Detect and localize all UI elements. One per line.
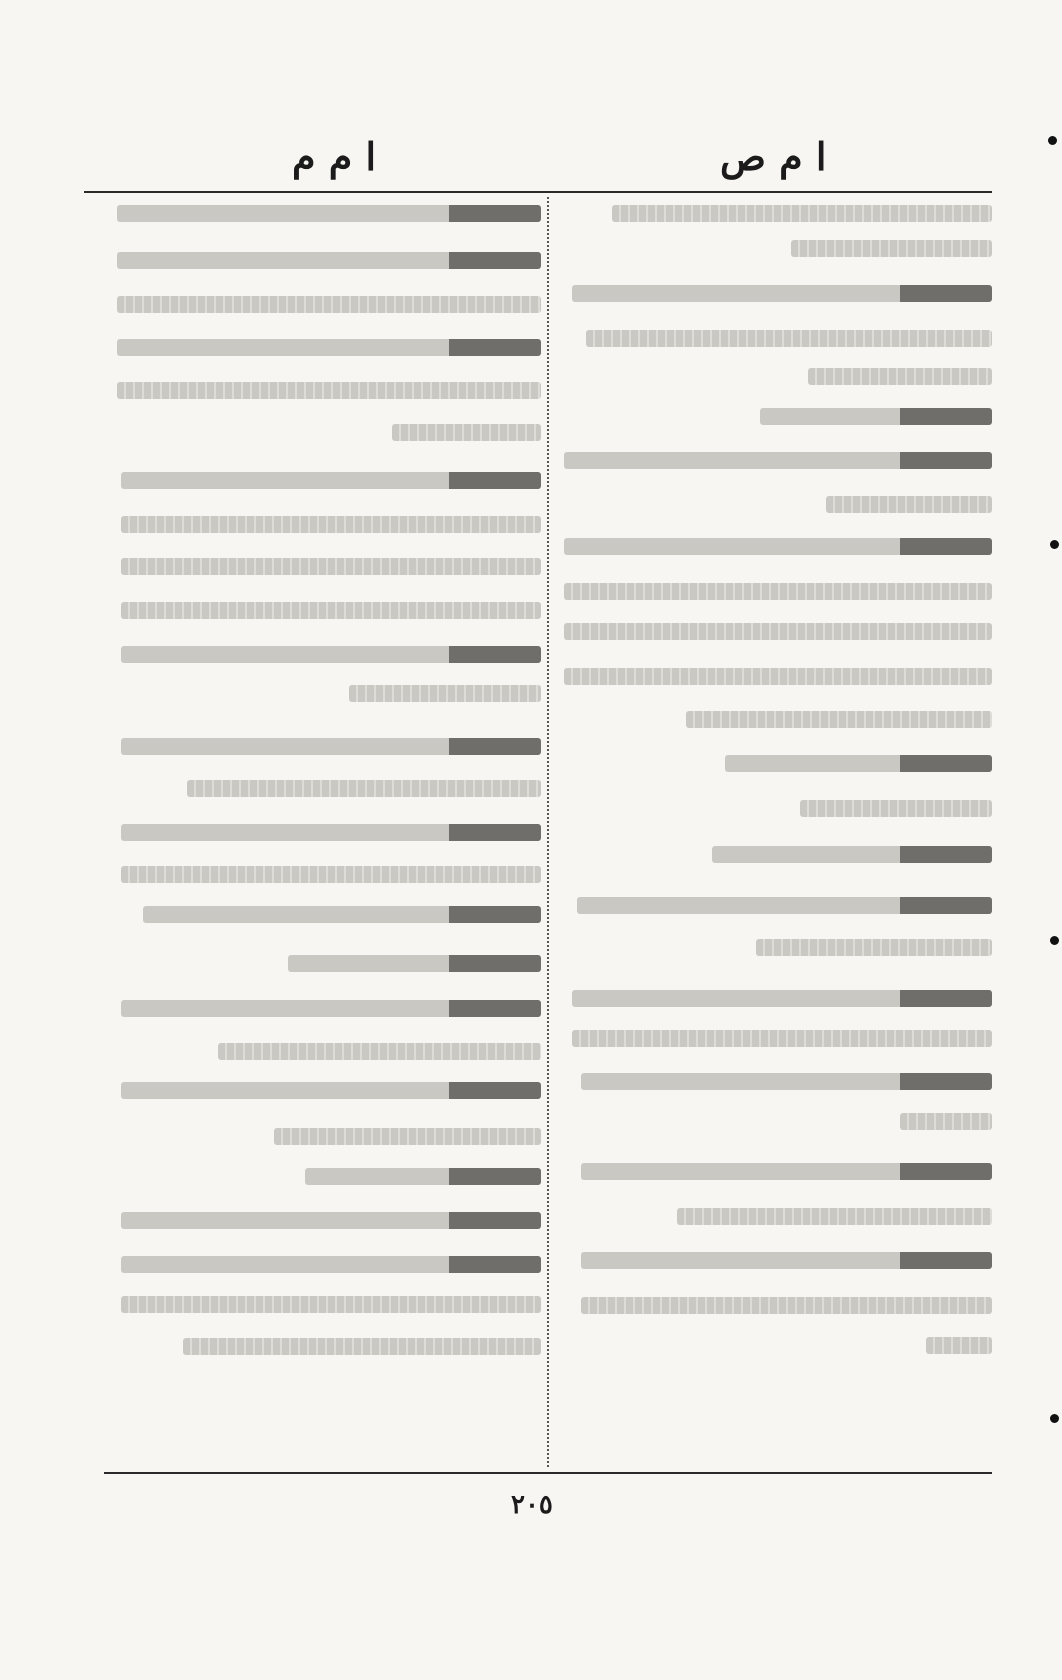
- text-line-ink: [564, 583, 992, 600]
- text-line-ink: [121, 1256, 541, 1273]
- entry-headword-line: [104, 955, 541, 972]
- entry-text-line: [555, 1337, 992, 1354]
- entry-headword-line: [104, 646, 541, 663]
- text-line-ink: [808, 368, 992, 385]
- entry-text-line: [555, 368, 992, 385]
- text-line-ink: [572, 1030, 992, 1047]
- entry-headword-line: [104, 738, 541, 755]
- text-line-ink: [117, 205, 541, 222]
- text-line-ink: [760, 408, 992, 425]
- text-line-ink: [187, 780, 541, 797]
- left-column-header: ا م م: [292, 134, 377, 179]
- text-line-ink: [274, 1128, 541, 1145]
- entry-text-line: [104, 424, 541, 441]
- entry-headword-line: [104, 1256, 541, 1273]
- text-line-ink: [926, 1337, 992, 1354]
- entry-text-line: [555, 1297, 992, 1314]
- entry-text-line: [555, 583, 992, 600]
- entry-text-line: [555, 496, 992, 513]
- entry-text-line: [555, 668, 992, 685]
- text-line-ink: [900, 1113, 992, 1130]
- entry-headword-line: [104, 205, 541, 222]
- entry-text-line: [555, 240, 992, 257]
- text-line-ink: [586, 330, 992, 347]
- text-line-ink: [572, 990, 992, 1007]
- text-line-ink: [218, 1043, 541, 1060]
- text-line-ink: [577, 897, 992, 914]
- entry-text-line: [104, 1296, 541, 1313]
- entry-headword-line: [104, 1000, 541, 1017]
- entry-headword-line: [104, 906, 541, 923]
- entry-text-line: [104, 1043, 541, 1060]
- text-line-ink: [121, 646, 541, 663]
- text-line-ink: [581, 1073, 992, 1090]
- text-line-ink: [392, 424, 541, 441]
- text-line-ink: [564, 538, 992, 555]
- entry-text-line: [104, 780, 541, 797]
- text-line-ink: [121, 738, 541, 755]
- entry-headword-line: [555, 1163, 992, 1180]
- entry-headword-line: [555, 755, 992, 772]
- entry-text-line: [555, 939, 992, 956]
- text-line-ink: [612, 205, 992, 222]
- entry-text-line: [555, 1113, 992, 1130]
- text-line-ink: [121, 558, 541, 575]
- text-line-ink: [121, 1212, 541, 1229]
- entry-headword-line: [104, 1168, 541, 1185]
- text-line-ink: [791, 240, 992, 257]
- entry-text-line: [104, 602, 541, 619]
- entry-headword-line: [104, 472, 541, 489]
- entry-headword-line: [555, 408, 992, 425]
- text-line-ink: [686, 711, 992, 728]
- entry-headword-line: [104, 252, 541, 269]
- entry-text-line: [555, 711, 992, 728]
- edge-mark: [1050, 1414, 1059, 1423]
- left-column: [104, 0, 541, 1680]
- entry-text-line: [104, 296, 541, 313]
- entry-text-line: [104, 558, 541, 575]
- entry-headword-line: [555, 452, 992, 469]
- footer-rule: [104, 1472, 992, 1474]
- entry-headword-line: [555, 1073, 992, 1090]
- entry-text-line: [555, 1030, 992, 1047]
- text-line-ink: [121, 1000, 541, 1017]
- text-line-ink: [121, 1082, 541, 1099]
- text-line-ink: [121, 824, 541, 841]
- entry-headword-line: [555, 990, 992, 1007]
- right-column-header: ا م ص: [720, 134, 827, 179]
- text-line-ink: [756, 939, 992, 956]
- entry-text-line: [555, 330, 992, 347]
- entry-text-line: [104, 382, 541, 399]
- entry-text-line: [104, 866, 541, 883]
- right-column: [555, 0, 992, 1680]
- text-line-ink: [564, 623, 992, 640]
- text-line-ink: [117, 339, 541, 356]
- text-line-ink: [288, 955, 541, 972]
- text-line-ink: [183, 1338, 541, 1355]
- entry-text-line: [104, 1338, 541, 1355]
- text-line-ink: [725, 755, 992, 772]
- text-line-ink: [143, 906, 541, 923]
- entry-text-line: [555, 1208, 992, 1225]
- column-divider: [547, 197, 549, 1467]
- text-line-ink: [349, 685, 541, 702]
- text-line-ink: [677, 1208, 992, 1225]
- entry-headword-line: [104, 1212, 541, 1229]
- edge-mark: [1050, 936, 1059, 945]
- text-line-ink: [564, 452, 992, 469]
- entry-headword-line: [555, 1252, 992, 1269]
- text-line-ink: [121, 602, 541, 619]
- entry-headword-line: [555, 846, 992, 863]
- entry-headword-line: [555, 538, 992, 555]
- text-line-ink: [305, 1168, 541, 1185]
- text-line-ink: [581, 1252, 992, 1269]
- entry-headword-line: [104, 339, 541, 356]
- text-line-ink: [826, 496, 992, 513]
- entry-text-line: [555, 205, 992, 222]
- text-line-ink: [117, 382, 541, 399]
- text-line-ink: [581, 1297, 992, 1314]
- entry-text-line: [104, 685, 541, 702]
- entry-text-line: [104, 1128, 541, 1145]
- text-line-ink: [117, 252, 541, 269]
- entry-headword-line: [104, 824, 541, 841]
- text-line-ink: [121, 1296, 541, 1313]
- text-line-ink: [800, 800, 992, 817]
- entry-text-line: [104, 516, 541, 533]
- edge-mark: [1048, 136, 1057, 145]
- entry-headword-line: [555, 285, 992, 302]
- edge-mark: [1050, 540, 1059, 549]
- text-line-ink: [121, 516, 541, 533]
- entry-headword-line: [104, 1082, 541, 1099]
- text-line-ink: [117, 296, 541, 313]
- text-line-ink: [712, 846, 992, 863]
- text-line-ink: [121, 866, 541, 883]
- entry-text-line: [555, 623, 992, 640]
- page-number: ٢٠٥: [511, 1490, 553, 1520]
- entry-headword-line: [555, 897, 992, 914]
- text-line-ink: [581, 1163, 992, 1180]
- text-line-ink: [121, 472, 541, 489]
- text-line-ink: [564, 668, 992, 685]
- entry-text-line: [555, 800, 992, 817]
- text-line-ink: [572, 285, 992, 302]
